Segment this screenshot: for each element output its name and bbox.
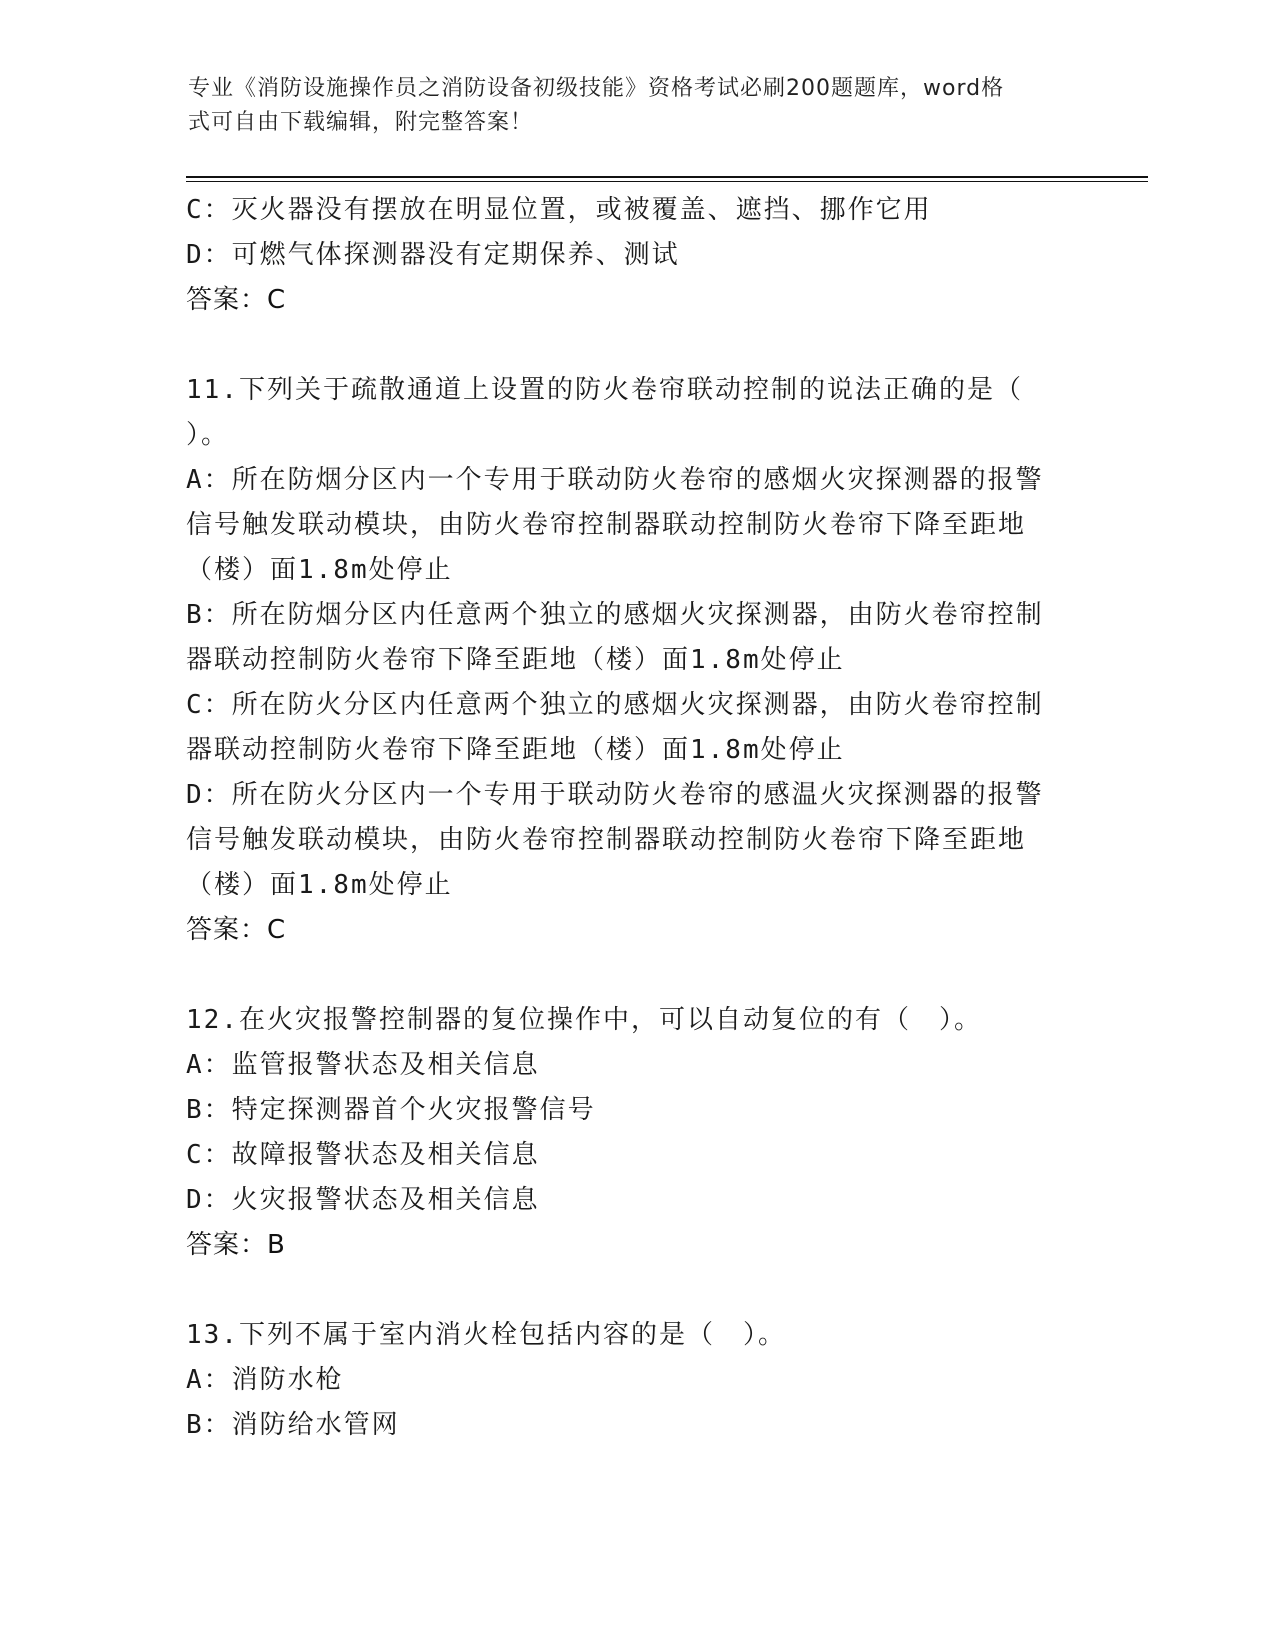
question-10 [186, 188, 1086, 323]
q11-option-a-line-2: 信号触发联动模块，由防火卷帘控制器联动控制防火卷帘下降至距地 [186, 510, 1027, 540]
document-header [188, 72, 1068, 140]
spacer [186, 953, 1086, 998]
q11-stem-line-1: 11.下列关于疏散通道上设置的防火卷帘联动控制的说法正确的是（ [186, 375, 1023, 405]
q11-option-b-line-1: B：所在防烟分区内任意两个独立的感烟火灾探测器，由防火卷帘控制 [186, 600, 1044, 630]
document-body [186, 188, 1086, 1448]
q10-answer: 答案：C [186, 285, 287, 315]
q10-option-c: C：灭火器没有摆放在明显位置，或被覆盖、遮挡、挪作它用 [186, 195, 932, 225]
q12-option-a: A：监管报警状态及相关信息 [186, 1050, 540, 1080]
q12-option-d: D：火灾报警状态及相关信息 [186, 1185, 540, 1215]
q12-answer: 答案：B [186, 1230, 286, 1260]
q11-option-c-line-1: C：所在防火分区内任意两个独立的感烟火灾探测器，由防火卷帘控制 [186, 690, 1044, 720]
q11-option-d-line-3: （楼）面1.8m处停止 [186, 870, 453, 900]
q11-option-c-line-2: 器联动控制防火卷帘下降至距地（楼）面1.8m处停止 [186, 735, 845, 765]
q11-answer: 答案：C [186, 915, 287, 945]
q13-stem: 13.下列不属于室内消火栓包括内容的是（ ）。 [186, 1320, 786, 1350]
q11-option-d-line-1: D：所在防火分区内一个专用于联动防火卷帘的感温火灾探测器的报警 [186, 780, 1044, 810]
question-11 [186, 368, 1086, 953]
q11-option-b-line-2: 器联动控制防火卷帘下降至距地（楼）面1.8m处停止 [186, 645, 845, 675]
header-divider-thick [186, 176, 1148, 178]
question-13 [186, 1313, 1086, 1448]
spacer [186, 323, 1086, 368]
spacer [186, 1268, 1086, 1313]
q11-option-d-line-2: 信号触发联动模块，由防火卷帘控制器联动控制防火卷帘下降至距地 [186, 825, 1027, 855]
q12-option-b: B：特定探测器首个火灾报警信号 [186, 1095, 596, 1125]
q11-option-a-line-1: A：所在防烟分区内一个专用于联动防火卷帘的感烟火灾探测器的报警 [186, 465, 1044, 495]
q11-stem-line-2: ）。 [186, 420, 230, 450]
header-line-2: 式可自由下载编辑，附完整答案！ [188, 110, 534, 135]
q13-option-a: A：消防水枪 [186, 1365, 344, 1395]
q10-option-d: D：可燃气体探测器没有定期保养、测试 [186, 240, 680, 270]
q11-option-a-line-3: （楼）面1.8m处停止 [186, 555, 453, 585]
header-divider-thin [186, 181, 1148, 182]
q12-stem: 12.在火灾报警控制器的复位操作中，可以自动复位的有（ ）。 [186, 1005, 982, 1035]
question-12 [186, 998, 1086, 1268]
q12-option-c: C：故障报警状态及相关信息 [186, 1140, 540, 1170]
header-line-1: 专业《消防设施操作员之消防设备初级技能》资格考试必刷200题题库，word格 [188, 76, 1005, 101]
q13-option-b: B：消防给水管网 [186, 1410, 400, 1440]
